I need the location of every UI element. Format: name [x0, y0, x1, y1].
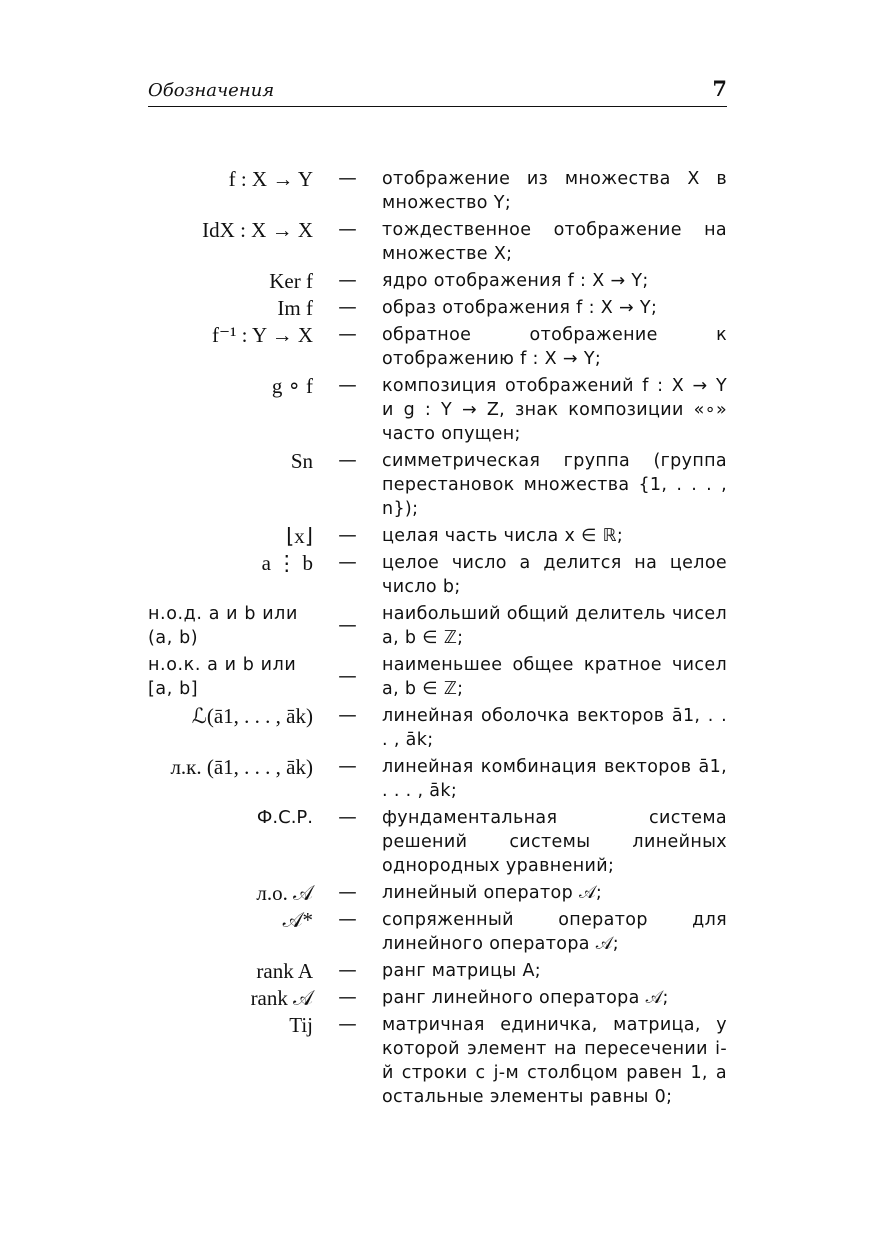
- notation-row: [148, 218, 727, 266]
- notation-row: [148, 704, 727, 752]
- dash: —: [338, 450, 357, 471]
- notation-symbol: g ∘ f: [271, 374, 313, 398]
- notation-row: [148, 1013, 727, 1109]
- dash: —: [338, 525, 357, 546]
- notation-symbol: н.о.к. a и b или [a, b]: [148, 655, 297, 699]
- notation-description: фундаментальная система решений системы линейных однородных уравнений;: [382, 808, 727, 876]
- dash: —: [338, 615, 357, 636]
- notation-description: наибольший общий делитель чисел a, b ∈ ℤ;: [382, 604, 727, 648]
- notation-symbol: 𝒜*: [282, 908, 313, 932]
- dash: —: [338, 987, 357, 1008]
- notation-symbol: f⁻¹ : Y → X: [212, 323, 313, 347]
- notation-row: [148, 602, 727, 650]
- notation-description: ядро отображения f : X → Y;: [382, 271, 649, 291]
- notation-description: композиция отображений f : X → Y и g : Y → Z, знак композиции «∘» часто опущен;: [382, 376, 727, 444]
- dash: —: [338, 168, 357, 189]
- notation-description: линейный оператор 𝒜;: [382, 883, 603, 903]
- notation-description: сопряженный оператор для линейного оператора 𝒜;: [382, 910, 727, 954]
- notation-row: [148, 374, 727, 446]
- section-title: Обозначения: [148, 80, 275, 101]
- notation-symbol: a ⋮ b: [261, 551, 313, 575]
- dash: —: [338, 552, 357, 573]
- notation-symbol: н.о.д. a и b или (a, b): [148, 604, 298, 648]
- notation-symbol: Im f: [277, 296, 313, 320]
- notation-symbol: ⌊x⌋: [286, 524, 313, 548]
- notation-symbol: f : X → Y: [228, 167, 313, 191]
- notation-row: [148, 524, 727, 548]
- notation-row: [148, 167, 727, 215]
- notation-description: симметрическая группа (группа перестановок множества {1, . . . , n});: [382, 451, 727, 519]
- notation-symbol: л.к. (ā1, . . . , āk): [170, 755, 313, 779]
- notation-description: наименьшее общее кратное чисел a, b ∈ ℤ;: [382, 655, 727, 699]
- dash: —: [338, 666, 357, 687]
- notation-description: целая часть числа x ∈ ℝ;: [382, 526, 624, 546]
- notation-symbol: ℒ(ā1, . . . , āk): [191, 704, 313, 728]
- notation-description: линейная комбинация векторов ā1, . . . , āk;: [382, 757, 727, 801]
- notation-description: ранг матрицы A;: [382, 961, 542, 981]
- notation-description: матричная единичка, матрица, у которой элемент на пересечении i-й строки с j-м столбцом равен 1, а остальные элементы равны 0;: [382, 1015, 727, 1107]
- notation-symbol: rank A: [256, 959, 313, 983]
- notation-description: отображение из множества X в множество Y;: [382, 169, 727, 213]
- notation-description: обратное отображение к отображению f : X → Y;: [382, 325, 727, 369]
- notation-symbol: Ker f: [269, 269, 313, 293]
- notation-symbol: Sn: [290, 449, 313, 473]
- notation-description: образ отображения f : X → Y;: [382, 298, 658, 318]
- notation-table: [148, 167, 727, 1112]
- notation-row: [148, 986, 727, 1010]
- dash: —: [338, 1014, 357, 1035]
- notation-row: [148, 653, 727, 701]
- notation-symbol: IdX : X → X: [202, 218, 313, 242]
- notation-row: [148, 296, 727, 320]
- notation-row: [148, 908, 727, 956]
- dash: —: [338, 375, 357, 396]
- notation-row: [148, 323, 727, 371]
- notation-symbol: Ф.С.Р.: [256, 807, 313, 828]
- notation-description: целое число a делится на целое число b;: [382, 553, 727, 597]
- dash: —: [338, 756, 357, 777]
- dash: —: [338, 297, 357, 318]
- notation-row: [148, 959, 727, 983]
- notation-row: [148, 806, 727, 878]
- notation-description: ранг линейного оператора 𝒜;: [382, 988, 669, 1008]
- notation-row: [148, 551, 727, 599]
- notation-description: тождественное отображение на множестве X;: [382, 220, 727, 264]
- page-number: 7: [712, 76, 727, 101]
- dash: —: [338, 270, 357, 291]
- notation-row: [148, 449, 727, 521]
- dash: —: [338, 909, 357, 930]
- dash: —: [338, 219, 357, 240]
- notation-description: линейная оболочка векторов ā1, . . . , āk;: [382, 706, 727, 750]
- notation-row: [148, 881, 727, 905]
- dash: —: [338, 705, 357, 726]
- notation-symbol: Tij: [289, 1013, 313, 1037]
- notation-symbol: rank 𝒜: [250, 986, 313, 1010]
- notation-row: [148, 269, 727, 293]
- dash: —: [338, 882, 357, 903]
- dash: —: [338, 960, 357, 981]
- notation-symbol: л.о. 𝒜: [256, 881, 313, 905]
- running-header: [148, 78, 727, 107]
- dash: —: [338, 807, 357, 828]
- notation-row: [148, 755, 727, 803]
- dash: —: [338, 324, 357, 345]
